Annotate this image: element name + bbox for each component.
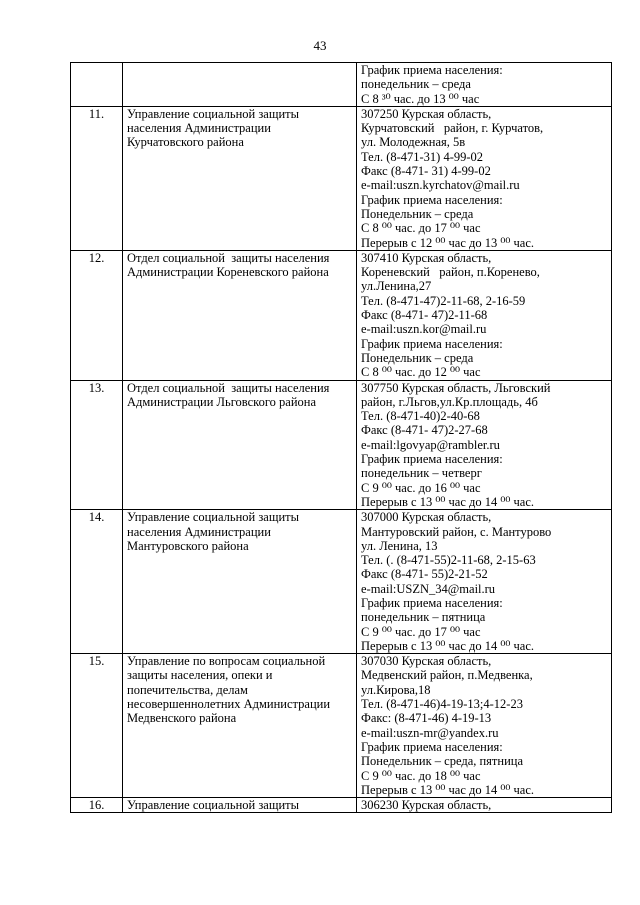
contact-line: Факс (8-471- 47)2-27-68 <box>361 423 488 438</box>
office-name-line: попечительства, делам <box>127 682 248 697</box>
contact-line: Перерыв с 13 ⁰⁰ час до 14 ⁰⁰ час. <box>361 494 535 509</box>
contact-line: С 9 ⁰⁰ час. до 17 ⁰⁰ час <box>361 624 481 639</box>
contact-line: График приема населения: <box>361 739 503 754</box>
contact-line: Мантуровский район, с. Мантурово <box>361 524 552 539</box>
table-row <box>71 654 612 798</box>
contact-line: График приема населения: <box>361 63 503 77</box>
office-name-line: защиты населения, опеки и <box>127 668 273 683</box>
row-number-cell <box>71 63 123 107</box>
contact-line: 307250 Курская область, <box>361 106 492 121</box>
row-number: 16. <box>88 798 105 813</box>
offices-table <box>70 62 612 813</box>
contact-line: 306230 Курская область, <box>361 798 492 813</box>
email-line: e-mail:uszn.kyrchatov@mail.ru <box>361 178 520 193</box>
contact-line: Тел. (8-471-47)2-11-68, 2-16-59 <box>361 293 526 308</box>
office-name-line: населения Администрации <box>127 121 271 136</box>
contacts-cell <box>357 654 612 798</box>
table-row <box>71 250 612 380</box>
contact-line: Факс (8-471- 31) 4-99-02 <box>361 164 491 179</box>
row-number-cell <box>71 106 123 250</box>
contact-line: График приема населения: <box>361 192 503 207</box>
office-name-cell <box>123 510 357 654</box>
contact-line: Факс: (8-471-46) 4-19-13 <box>361 711 492 726</box>
contact-line: Перерыв с 13 ⁰⁰ час до 14 ⁰⁰ час. <box>361 638 535 653</box>
row-number: 13. <box>88 380 105 395</box>
contact-line: Тел. (8-471-40)2-40-68 <box>361 409 480 424</box>
row-number-cell <box>71 380 123 510</box>
office-name-cell <box>123 106 357 250</box>
office-name-cell <box>123 380 357 510</box>
contacts-cell <box>357 250 612 380</box>
contact-line: Понедельник – среда, пятница <box>361 754 524 769</box>
contacts-cell <box>357 510 612 654</box>
contact-line: понедельник – четверг <box>361 466 482 481</box>
contact-line: 307030 Курская область, <box>361 654 492 669</box>
office-name-line: Управление социальной защиты <box>127 798 300 813</box>
office-name-cell <box>123 63 357 107</box>
table-row <box>71 63 612 107</box>
contact-line: С 9 ⁰⁰ час. до 16 ⁰⁰ час <box>361 480 481 495</box>
table-row <box>71 798 612 813</box>
contact-line: С 8 ⁰⁰ час. до 12 ⁰⁰ час <box>361 365 481 380</box>
office-name-cell <box>123 250 357 380</box>
email-line: e-mail:uszn-mr@yandex.ru <box>361 725 499 740</box>
office-name-line: Отдел социальной защиты населения <box>127 380 330 395</box>
contact-line: ул. Молодежная, 5в <box>361 135 466 150</box>
office-name-cell <box>123 654 357 798</box>
contact-line: Курчатовский район, г. Курчатов, <box>361 121 544 136</box>
office-name-line: Управление социальной защиты <box>127 106 300 121</box>
contact-line: 307750 Курская область, Льговский <box>361 380 551 395</box>
contact-line: С 8 ⁰⁰ час. до 17 ⁰⁰ час <box>361 221 481 236</box>
office-name-cell <box>123 798 357 813</box>
office-name-line: Курчатовского района <box>127 135 244 150</box>
contact-line: Тел. (. (8-471-55)2-11-68, 2-15-63 <box>361 553 536 568</box>
office-name-line: Мантуровского района <box>127 538 249 553</box>
contacts-cell <box>357 106 612 250</box>
contact-line: ул.Ленина,27 <box>361 279 432 294</box>
contact-line: Тел. (8-471-31) 4-99-02 <box>361 149 484 164</box>
contact-line: График приема населения: <box>361 336 503 351</box>
office-name-line: Медвенского района <box>127 711 237 726</box>
contact-line: понедельник – среда <box>361 77 471 92</box>
contact-line: ул. Ленина, 13 <box>361 538 438 553</box>
contact-line: График приема населения: <box>361 595 503 610</box>
row-number-cell <box>71 654 123 798</box>
contact-line: Тел. (8-471-46)4-19-13;4-12-23 <box>361 697 523 712</box>
contact-line: Кореневский район, п.Коренево, <box>361 265 540 280</box>
office-name-line: Администрации Льговского района <box>127 394 316 409</box>
contact-line: Медвенский район, п.Медвенка, <box>361 668 533 683</box>
row-number: 15. <box>88 654 105 669</box>
contact-line: Понедельник – среда <box>361 350 474 365</box>
contact-line: 307410 Курская область, <box>361 250 492 265</box>
contacts-cell <box>357 63 612 107</box>
page-number: 43 <box>313 38 327 53</box>
office-name-line: Администрации Кореневского района <box>127 265 329 280</box>
email-line: e-mail:USZN_34@mail.ru <box>361 581 496 596</box>
contact-line: район, г.Льгов,ул.Кр.площадь, 4б <box>361 394 538 409</box>
row-number: 14. <box>88 510 105 525</box>
contact-line: понедельник – пятница <box>361 610 486 625</box>
office-name-line: Управление социальной защиты <box>127 510 300 525</box>
row-number-cell <box>71 250 123 380</box>
contact-line: График приема населения: <box>361 452 503 467</box>
row-number: 11. <box>88 106 105 121</box>
office-name-line: несовершеннолетних Администрации <box>127 697 331 712</box>
contact-line: ул.Кирова,18 <box>361 682 431 697</box>
contact-line: Факс (8-471- 55)2-21-52 <box>361 567 488 582</box>
contacts-cell <box>357 380 612 510</box>
office-name-line: Управление по вопросам социальной <box>127 654 326 669</box>
row-number: 12. <box>88 250 105 265</box>
contact-line: 307000 Курская область, <box>361 510 492 525</box>
contact-line: Перерыв с 13 ⁰⁰ час до 14 ⁰⁰ час. <box>361 782 535 797</box>
office-name-line: населения Администрации <box>127 524 271 539</box>
email-line: e-mail:lgovyap@rambler.ru <box>361 437 500 452</box>
contact-line: Факс (8-471- 47)2-11-68 <box>361 308 488 323</box>
office-name-line: Отдел социальной защиты населения <box>127 250 330 265</box>
row-number-cell <box>71 510 123 654</box>
table-row <box>71 380 612 510</box>
table-body <box>71 63 612 813</box>
row-number-cell <box>71 798 123 813</box>
contact-line: С 9 ⁰⁰ час. до 18 ⁰⁰ час <box>361 768 481 783</box>
contact-line: С 8 ³⁰ час. до 13 ⁰⁰ час <box>361 91 480 106</box>
table-row <box>71 106 612 250</box>
contact-line: Перерыв с 12 ⁰⁰ час до 13 ⁰⁰ час. <box>361 235 535 250</box>
email-line: e-mail:uszn.kor@mail.ru <box>361 322 487 337</box>
contact-line: Понедельник – среда <box>361 206 474 221</box>
table-row <box>71 510 612 654</box>
contacts-cell <box>357 798 612 813</box>
